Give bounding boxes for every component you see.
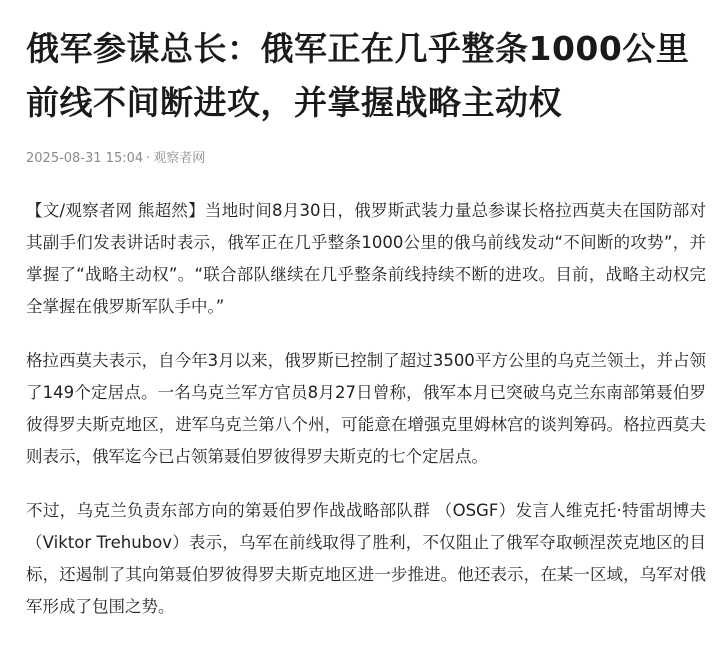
article-title: 俄军参谋总长：俄军正在几乎整条1000公里前线不间断进攻，并掌握战略主动权 [26,29,690,122]
paragraph-2: 格拉西莫夫表示，自今年3月以来，俄罗斯已控制了超过3500平方公里的乌克兰领土，并占领了149个定居点。一名乌克兰军方官员8月27日曾称，俄军本月已突破乌克兰东南部第聂伯罗彼得罗夫斯克地区，进军乌克兰第八个州，可能意在增强克里姆林宫的谈判筹码。格拉西莫夫则表示，俄军迄今已占领第聂伯罗彼得罗夫斯克的七个定居点。 [26,351,706,466]
paragraph-1: 【文/观察者网 熊超然】当地时间8月30日，俄罗斯武装力量总参谋长格拉西莫夫在国防部对其副手们发表讲话时表示，俄军正在几乎整条1000公里的俄乌前线发动“不间断的攻势”，并掌握了“战略主动权”。“联合部队继续在几乎整条前线持续不断的进攻。目前，战略主动权完全掌握在俄罗斯军队手中。” [26,201,706,316]
paragraph-3: 不过，乌克兰负责东部方向的第聂伯罗作战战略部队群 （OSGF）发言人维克托·特雷胡博夫（Viktor Trehubov）表示，乌军在前线取得了胜利，不仅阻止了俄军夺取顿涅茨克地区的目标，还遏制了其向第聂伯罗彼得罗夫斯克地区进一步推进。他还表示，在某一区域，乌军对俄军形成了包围之势。 [26,501,706,616]
article-body [26,195,706,623]
publish-datetime: 2025-08-31 15:04 [26,151,144,166]
source-name: 观察者网 [153,151,206,166]
meta-separator: · [146,151,151,166]
article [26,0,706,645]
article-meta [26,150,706,168]
